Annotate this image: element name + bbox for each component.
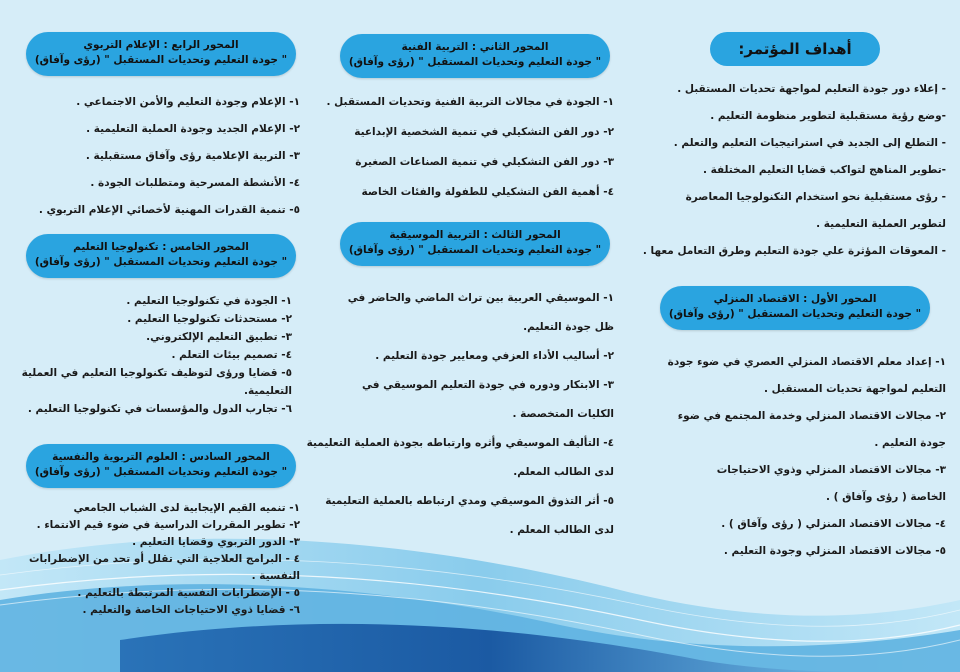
axis4-item: ٤- الأنشطة المسرحية ومتطلبات الجودة . bbox=[90, 177, 300, 189]
goal-item: - إعلاء دور جودة التعليم لمواجهة تحديات المستقبل . bbox=[677, 83, 946, 95]
axis5-item: ١- الجودة في تكنولوجيا التعليم . bbox=[126, 295, 292, 307]
axis6-item: ٣- الدور التربوي وقضايا التعليم . bbox=[132, 536, 300, 548]
axis2-item: ٢- دور الفن التشكيلي في تنمية الشخصية الإبداعية bbox=[354, 126, 614, 138]
axis1-list bbox=[667, 352, 946, 568]
goals-list bbox=[642, 80, 946, 269]
axis1-title: المحور الأول : الاقتصاد المنزلي bbox=[713, 293, 877, 305]
axis1-item: ١- إعداد معلم الاقتصاد المنزلي العصري في ضوء جودة bbox=[667, 356, 946, 368]
axis6-list bbox=[12, 500, 300, 619]
axis2-list bbox=[326, 92, 614, 212]
goals-title: أهداف المؤتمر: bbox=[710, 32, 880, 66]
axis4-item: ٣- التربية الإعلامية رؤى وآفاق مستقبلية . bbox=[85, 150, 300, 162]
goal-item: -تطوير المناهج لتواكب قضايا التعليم المختلفة . bbox=[702, 164, 946, 176]
axis3-header bbox=[340, 222, 610, 266]
axis2-item: ١- الجودة في مجالات التربية الفنية وتحديات المستقبل . bbox=[326, 96, 614, 108]
axis1-item: ٢- مجالات الاقتصاد المنزلي وخدمة المجتمع في ضوء bbox=[677, 410, 946, 422]
axis5-list bbox=[14, 292, 292, 418]
axis4-item: ١- الإعلام وجودة التعليم والأمن الاجتماعي . bbox=[76, 96, 300, 108]
axis3-item: ١- الموسيقي العربية بين تراث الماضي والحاضر في bbox=[347, 292, 614, 304]
axis1-item: جودة التعليم . bbox=[874, 437, 946, 449]
axis1-header bbox=[660, 286, 930, 330]
goal-item: - رؤى مستقبلية نحو استخدام التكنولوجيا المعاصرة bbox=[685, 191, 946, 203]
axis3-title: المحور الثالث : التربية الموسيقية bbox=[389, 229, 561, 241]
axis5-title: المحور الخامس : تكنولوجيا التعليم bbox=[73, 241, 249, 253]
goal-item: -وضع رؤية مستقبلية لتطوير منظومة التعليم . bbox=[710, 110, 946, 122]
axis6-item: ٤ - البرامج العلاجية التي تقلل أو تحد من الإضطرابات bbox=[29, 553, 300, 565]
goal-item: - المعوقات المؤثرة علي جودة التعليم وطرق التعامل معها . bbox=[642, 245, 946, 257]
axis5-item: ٦- تجارب الدول والمؤسسات في تكنولوجيا التعليم . bbox=[27, 403, 292, 415]
axis6-title: المحور السادس : العلوم التربوية والنفسية bbox=[52, 451, 270, 463]
axis6-subtitle: " جودة التعليم وتحديات المستقبل " (رؤى وآفاق) bbox=[34, 466, 288, 478]
axis6-item: ٦- قضايا ذوي الاحتياجات الخاصة والتعليم . bbox=[82, 604, 300, 616]
axis3-item: الكليات المتخصصة . bbox=[512, 408, 614, 420]
axis3-item: ٤- التأليف الموسيقي وأثره وارتباطه بجودة العملية التعليمية bbox=[306, 437, 614, 449]
axis4-item: ٥- تنمية القدرات المهنية لأخصائي الإعلام التربوي . bbox=[38, 204, 300, 216]
axis2-header bbox=[340, 34, 610, 78]
axis5-item: ٤- تصميم بيئات التعلم . bbox=[171, 349, 292, 361]
axis1-item: الخاصة ( رؤى وآفاق ) . bbox=[826, 491, 946, 503]
axis4-list bbox=[14, 92, 300, 227]
axis1-item: ٥- مجالات الاقتصاد المنزلي وجودة التعليم . bbox=[723, 545, 946, 557]
axis3-item: ٥- أثر التذوق الموسيقي ومدي ارتباطه بالعملية التعليمية bbox=[325, 495, 614, 507]
axis5-item: التعليمية. bbox=[243, 385, 292, 397]
axis3-item: ٣- الابتكار ودوره في جودة التعليم الموسيقي في bbox=[361, 379, 614, 391]
axis1-item: التعليم لمواجهة تحديات المستقبل . bbox=[764, 383, 946, 395]
axis6-item: النفسية . bbox=[251, 570, 300, 582]
axis2-title: المحور الثاني : التربية الفنية bbox=[401, 41, 549, 53]
axis5-item: ٢- مستحدثات تكنولوجيا التعليم . bbox=[127, 313, 292, 325]
axis4-subtitle: " جودة التعليم وتحديات المستقبل " (رؤى وآفاق) bbox=[34, 54, 288, 66]
axis4-item: ٢- الإعلام الجديد وجودة العملية التعليمية . bbox=[86, 123, 300, 135]
axis6-item: ١- تنميه القيم الإيجابية لدى الشباب الجامعي bbox=[73, 502, 300, 514]
axis1-subtitle: " جودة التعليم وتحديات المستقبل " (رؤى وآفاق) bbox=[668, 308, 922, 320]
axis4-header bbox=[26, 32, 296, 76]
axis1-item: ٤- مجالات الاقتصاد المنزلي ( رؤى وآفاق ) . bbox=[721, 518, 946, 530]
axis3-item: ٢- أساليب الأداء العزفي ومعايير جودة التعليم . bbox=[375, 350, 614, 362]
axis6-header bbox=[26, 444, 296, 488]
goal-item: - التطلع إلى الجديد في استراتيجيات التعليم والتعلم . bbox=[673, 137, 946, 149]
axis3-item: لدى الطالب المعلم . bbox=[509, 524, 614, 536]
axis4-title: المحور الرابع : الإعلام التربوي bbox=[83, 39, 239, 51]
axis3-item: ظل جودة التعليم. bbox=[523, 321, 614, 333]
axis3-list bbox=[306, 288, 614, 549]
axis5-item: ٣- تطبيق التعليم الإلكتروني. bbox=[146, 331, 292, 343]
axis3-item: لدى الطالب المعلم. bbox=[513, 466, 614, 478]
axis2-item: ٣- دور الفن التشكيلي في تنمية الصناعات الصغيرة bbox=[355, 156, 614, 168]
axis6-item: ٥ - الإضطرابات النفسية المرتبطة بالتعليم . bbox=[77, 587, 300, 599]
axis5-item: ٥- قضايا ورؤى لتوظيف تكنولوجيا التعليم في العملية bbox=[21, 367, 292, 379]
axis5-header bbox=[26, 234, 296, 278]
axis2-item: ٤- أهمية الفن التشكيلي للطفولة والفئات الخاصة bbox=[361, 186, 614, 198]
axis3-subtitle: " جودة التعليم وتحديات المستقبل " (رؤى وآفاق) bbox=[348, 244, 602, 256]
goal-item: لتطوير العملية التعليمية . bbox=[816, 218, 946, 230]
axis2-subtitle: " جودة التعليم وتحديات المستقبل " (رؤى وآفاق) bbox=[348, 56, 602, 68]
axis5-subtitle: " جودة التعليم وتحديات المستقبل " (رؤى وآفاق) bbox=[34, 256, 288, 268]
axis6-item: ٢- تطوير المقررات الدراسية في ضوء قيم الانتماء . bbox=[36, 519, 300, 531]
axis1-item: ٣- مجالات الاقتصاد المنزلي وذوي الاحتياجات bbox=[716, 464, 946, 476]
